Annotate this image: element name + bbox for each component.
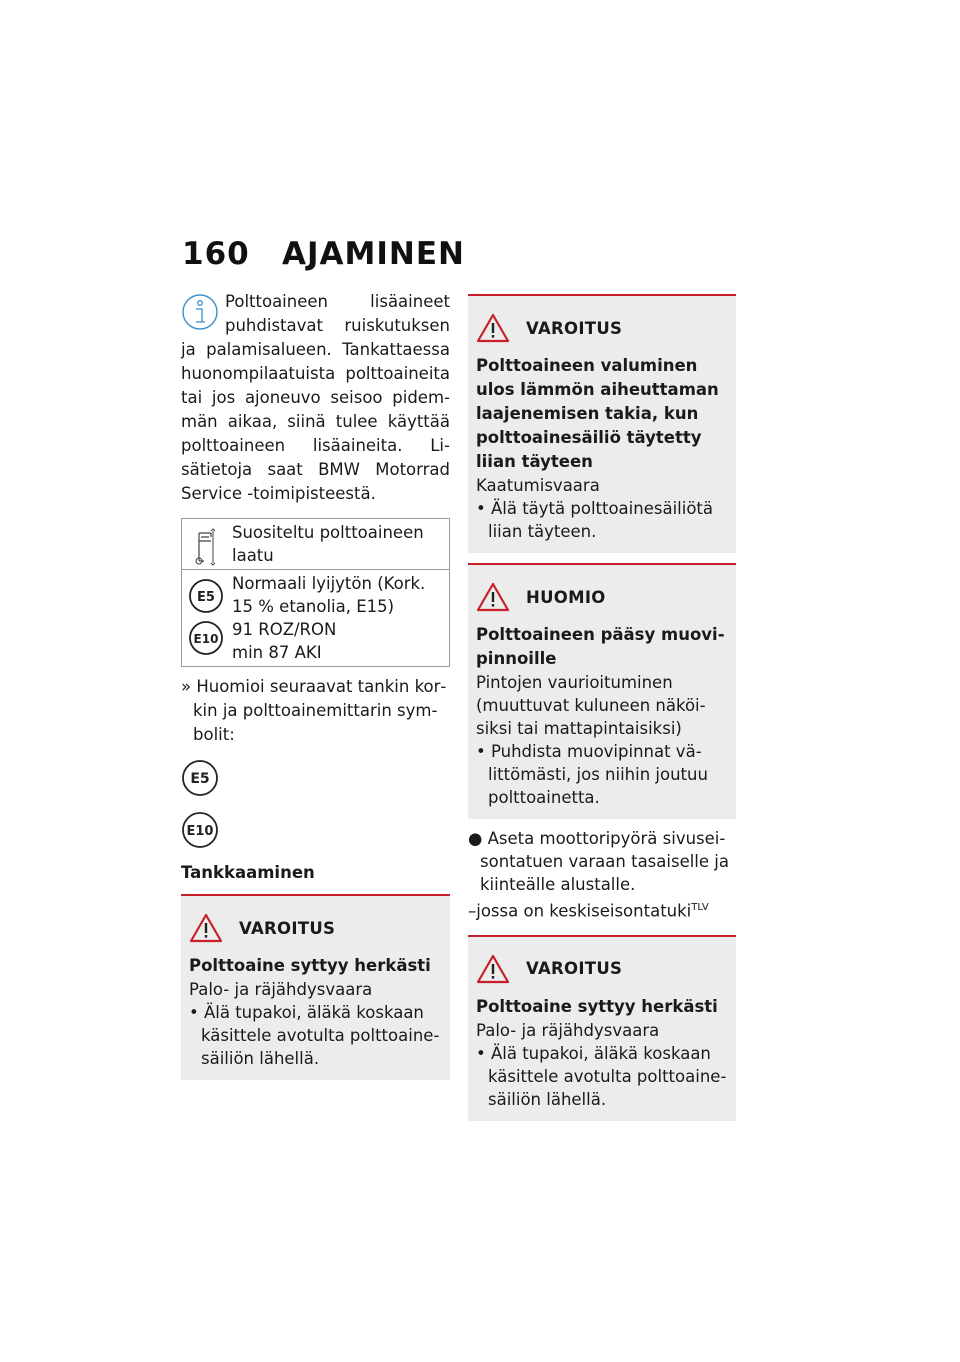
- section-title: AJAMINEN: [282, 236, 465, 272]
- spec-quality-label: Suositeltu polttoaineen laatu: [232, 523, 424, 565]
- warning-instruction: • Älä tupakoi, äläkä koskaan käsittele avotulta polttoainesäiliön lähellä.: [476, 1043, 727, 1109]
- warning-title: VAROITUS: [239, 918, 336, 938]
- page-number: 160: [182, 236, 250, 272]
- e10-symbol-text: E10: [186, 824, 214, 839]
- e5-badge-icon: [188, 578, 224, 614]
- warning-box-left: [181, 894, 450, 1080]
- refuel-heading: Tankkaaminen: [181, 863, 315, 882]
- notice-hazard: Pintojen vaurioituminen (muuttuvat kuluneen näköisiksi tai mattapintaisiksi): [476, 673, 706, 738]
- intro-paragraph: [181, 290, 450, 506]
- notice-box-plastic: [468, 563, 736, 819]
- fuel-pump-icon: [195, 527, 217, 567]
- step-condition-text: –jossa on keskiseisontatuki: [468, 901, 692, 921]
- notice-title: HUOMIO: [526, 587, 606, 607]
- note-text: Huomioi seuraavat tankin korkin ja polttoainemittarin symbolit:: [193, 677, 447, 744]
- warning-triangle-icon: [189, 912, 223, 944]
- warning-title: VAROITUS: [526, 959, 623, 978]
- warning-hazard: Palo- ja räjähdysvaara: [476, 1020, 660, 1040]
- spec-icon-cell: [182, 519, 230, 569]
- warning-head: Polttoaine syttyy herkästi: [189, 956, 431, 975]
- procedure-steps: [468, 827, 736, 923]
- warning-hazard: Palo- ja räjähdysvaara: [189, 980, 373, 999]
- e10-badge-text: E10: [193, 632, 219, 646]
- step-condition: [468, 896, 736, 923]
- left-column: [181, 290, 450, 1080]
- warning-triangle-icon: [476, 312, 510, 344]
- spec-fuel-type: Normaali lyijytön (Kork. 15 % etanolia, E15): [232, 574, 426, 616]
- notice-head: Polttoaineen pääsy muovipinnoille: [476, 625, 725, 668]
- right-column: [468, 294, 736, 1121]
- note-item: » Huomioi seuraavat tankin korkin ja polttoainemittarin symbolit:: [181, 677, 447, 744]
- e5-symbol-icon: [181, 759, 219, 797]
- e10-badge-icon: [188, 620, 224, 656]
- intro-text: Polttoaineen lisäaineet puhdistavat ruiskutuksen ja palamisalueen. Tankattaessa huonompilaatuista polttoaineita tai jos ajoneuvo seisoo pidemmän aikaa, siinä tulee käyttää polttoaineen lisäaineita. Lisätietoja saat BMW Motorrad Service -toimipisteestä.: [181, 292, 450, 503]
- warning-instruction: • Älä tupakoi, äläkä koskaan käsittele avotulta polttoainesäiliön lähellä.: [189, 1003, 440, 1068]
- e5-symbol-text: E5: [190, 771, 210, 787]
- spec-fuel-ron: 91 ROZ/RON: [232, 620, 337, 639]
- warning-triangle-icon: [476, 953, 510, 985]
- notice-title-row: [476, 575, 728, 619]
- spec-fuel-text: [230, 570, 449, 666]
- warning-box-overfill: [468, 294, 736, 553]
- e5-badge-text: E5: [197, 590, 215, 605]
- warning-hazard: Kaatumisvaara: [476, 476, 600, 495]
- spec-row-fuel: [182, 570, 449, 666]
- warning-title-row: [189, 906, 442, 950]
- step-item: ● Aseta moottoripyörä sivuseisontatuen varaan tasaiselle ja kiinteälle alustalle.: [468, 829, 729, 894]
- fuel-spec-table: [181, 518, 450, 667]
- spec-badges-cell: [182, 570, 230, 666]
- warning-title-row: [476, 947, 728, 991]
- info-icon: [181, 292, 219, 332]
- warning-instruction: • Älä täytä polttoainesäiliötä liian täyteen.: [476, 499, 714, 541]
- page-header: [182, 236, 465, 272]
- spec-row-quality: [182, 519, 449, 570]
- warning-title: VAROITUS: [526, 318, 623, 338]
- fuel-symbols: [181, 759, 450, 849]
- notice-instruction: • Puhdista muovipinnat välittömästi, jos niihin joutuu polttoainetta.: [476, 742, 708, 807]
- warning-triangle-icon: [476, 581, 510, 613]
- tlv-superscript: TLV: [691, 902, 709, 913]
- warning-title-row: [476, 306, 728, 350]
- e10-symbol-icon: [181, 811, 219, 849]
- warning-head: Polttoaineen valuminen ulos lämmön aiheuttaman laajenemisen takia, kun polttoainesäiliö täytetty liian täyteen: [476, 356, 719, 471]
- spec-fuel-aki: min 87 AKI: [232, 643, 322, 662]
- warning-head: Polttoaine syttyy herkästi: [476, 996, 718, 1016]
- warning-box-flammable: [468, 935, 736, 1121]
